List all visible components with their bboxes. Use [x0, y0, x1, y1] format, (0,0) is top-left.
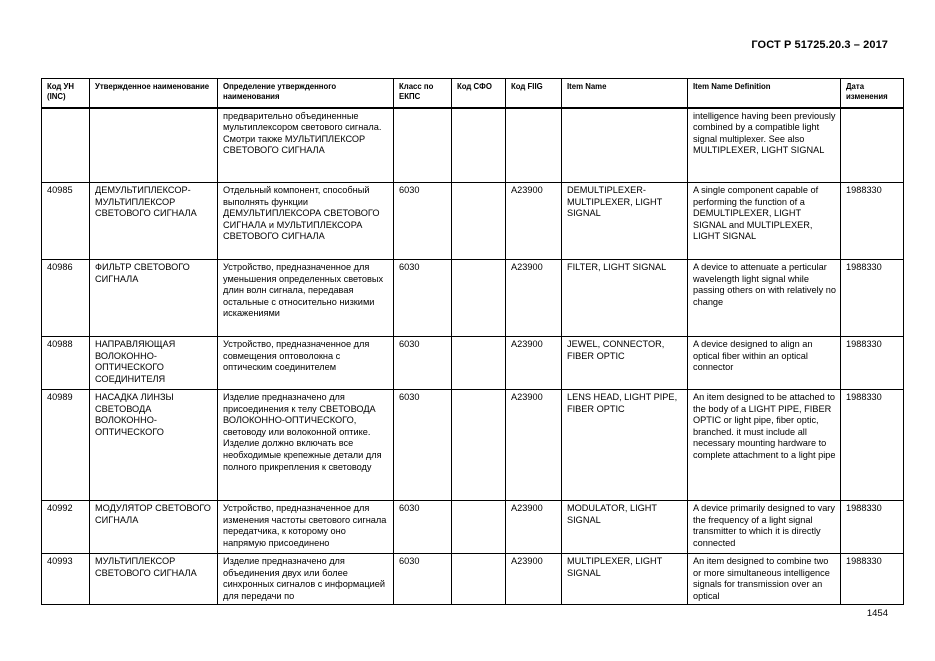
- table-row: [42, 183, 904, 260]
- cell-ekps-class: 6030: [394, 554, 452, 605]
- table-row: [42, 108, 904, 183]
- cell-approved-name: [90, 108, 218, 183]
- cell-change-date: 1988330: [841, 337, 904, 390]
- cell-approved-name: ДЕМУЛЬТИПЛЕКСОР-МУЛЬТИПЛЕКСОР СВЕТОВОГО СИГНАЛА: [90, 183, 218, 260]
- cell-sfo-code: [452, 554, 506, 605]
- cell-change-date: [841, 108, 904, 183]
- header-name-definition: Определение утвержденного наименования: [218, 79, 394, 108]
- cell-fiig-code: A23900: [506, 337, 562, 390]
- cell-fiig-code: A23900: [506, 554, 562, 605]
- cell-inc-code: 40986: [42, 260, 90, 337]
- header-sfo-code: Код СФО: [452, 79, 506, 108]
- cell-item-name: [562, 108, 688, 183]
- table-row: [42, 501, 904, 554]
- cell-name-definition: Устройство, предназначенное для совмещения оптоволокна с оптическим соединителем: [218, 337, 394, 390]
- cell-ekps-class: [394, 108, 452, 183]
- cell-item-name: MODULATOR, LIGHT SIGNAL: [562, 501, 688, 554]
- cell-name-definition: предварительно объединенные мультиплексором светового сигнала. Смотри также МУЛЬТИПЛЕКСОР СВЕТОВОГО СИГНАЛА: [218, 108, 394, 183]
- cell-change-date: 1988330: [841, 554, 904, 605]
- table-header-row: [42, 79, 904, 108]
- header-change-date: Дата изменения: [841, 79, 904, 108]
- cell-name-definition: Изделие предназначено для объединения двух или более синхронных сигналов с информацией для передачи по: [218, 554, 394, 605]
- cell-approved-name: МОДУЛЯТОР СВЕТОВОГО СИГНАЛА: [90, 501, 218, 554]
- cell-sfo-code: [452, 501, 506, 554]
- cell-ekps-class: 6030: [394, 501, 452, 554]
- page-number: 1454: [866, 608, 888, 619]
- cell-approved-name: НАПРАВЛЯЮЩАЯ ВОЛОКОННО-ОПТИЧЕСКОГО СОЕДИНИТЕЛЯ: [90, 337, 218, 390]
- cell-fiig-code: [506, 108, 562, 183]
- cell-name-definition: Изделие предназначено для присоединения к телу СВЕТОВОДА ВОЛОКОННО-ОПТИЧЕСКОГО, световоду или волоконной оптике. Изделие должно включать все необходимые крепежные детали для полного прикрепления к световоду: [218, 390, 394, 501]
- header-item-name: Item Name: [562, 79, 688, 108]
- cell-fiig-code: A23900: [506, 390, 562, 501]
- cell-fiig-code: A23900: [506, 501, 562, 554]
- cell-name-definition: Устройство, предназначенное для изменения частоты светового сигнала передатчика, к которому оно напрямую присоединено: [218, 501, 394, 554]
- cell-inc-code: 40988: [42, 337, 90, 390]
- cell-item-name-definition: A device primarily designed to vary the frequency of a light signal transmitter to which it is directly connected: [688, 501, 841, 554]
- cell-ekps-class: 6030: [394, 390, 452, 501]
- cell-item-name-definition: An item designed to be attached to the body of a LIGHT PIPE, FIBER OPTIC or light pipe, fiber optic, branched. it must include all necessary mounting hardware to complete attachment to a light pipe: [688, 390, 841, 501]
- table-row: [42, 554, 904, 605]
- cell-inc-code: 40992: [42, 501, 90, 554]
- cell-item-name-definition: A single component capable of performing the function of a DEMULTIPLEXER, LIGHT SIGNAL and MULTIPLEXER, LIGHT SIGNAL: [688, 183, 841, 260]
- table-row: [42, 390, 904, 501]
- cell-sfo-code: [452, 108, 506, 183]
- cell-sfo-code: [452, 183, 506, 260]
- table-row: [42, 260, 904, 337]
- header-approved-name: Утвержденное наименование: [90, 79, 218, 108]
- cell-name-definition: Отдельный компонент, способный выполнять функции ДЕМУЛЬТИПЛЕКСОРА СВЕТОВОГО СИГНАЛА и МУЛЬТИПЛЕКСОРА СВЕТОВОГО СИГНАЛА: [218, 183, 394, 260]
- item-name-table: [41, 78, 904, 605]
- cell-approved-name: НАСАДКА ЛИНЗЫ СВЕТОВОДА ВОЛОКОННО-ОПТИЧЕСКОГО: [90, 390, 218, 501]
- cell-sfo-code: [452, 337, 506, 390]
- standard-designation: ГОСТ Р 51725.20.3 – 2017: [751, 39, 888, 51]
- cell-item-name-definition: A device to attenuate a perticular wavelength light signal while passing others on with relatively no change: [688, 260, 841, 337]
- cell-item-name-definition: An item designed to combine two or more simultaneous intelligence signals for transmission over an optical: [688, 554, 841, 605]
- cell-inc-code: 40993: [42, 554, 90, 605]
- cell-item-name: JEWEL, CONNECTOR, FIBER OPTIC: [562, 337, 688, 390]
- cell-ekps-class: 6030: [394, 337, 452, 390]
- cell-name-definition: Устройство, предназначенное для уменьшения определенных световых длин волн сигнала, передавая остальные с относительно низкими искажениями: [218, 260, 394, 337]
- cell-ekps-class: 6030: [394, 183, 452, 260]
- header-ekps-class: Класс по ЕКПС: [394, 79, 452, 108]
- cell-item-name: FILTER, LIGHT SIGNAL: [562, 260, 688, 337]
- table-row: [42, 337, 904, 390]
- cell-approved-name: ФИЛЬТР СВЕТОВОГО СИГНАЛА: [90, 260, 218, 337]
- cell-approved-name: МУЛЬТИПЛЕКСОР СВЕТОВОГО СИГНАЛА: [90, 554, 218, 605]
- cell-item-name: MULTIPLEXER, LIGHT SIGNAL: [562, 554, 688, 605]
- header-inc-code: Код УН (INC): [42, 79, 90, 108]
- cell-change-date: 1988330: [841, 183, 904, 260]
- cell-inc-code: [42, 108, 90, 183]
- cell-inc-code: 40989: [42, 390, 90, 501]
- cell-change-date: 1988330: [841, 390, 904, 501]
- cell-item-name-definition: intelligence having been previously combined by a compatible light signal multiplexer. See also MULTIPLEXER, LIGHT SIGNAL: [688, 108, 841, 183]
- header-fiig-code: Код FIIG: [506, 79, 562, 108]
- cell-fiig-code: A23900: [506, 260, 562, 337]
- cell-sfo-code: [452, 390, 506, 501]
- cell-item-name: LENS HEAD, LIGHT PIPE, FIBER OPTIC: [562, 390, 688, 501]
- cell-fiig-code: A23900: [506, 183, 562, 260]
- cell-item-name: DEMULTIPLEXER-MULTIPLEXER, LIGHT SIGNAL: [562, 183, 688, 260]
- cell-item-name-definition: A device designed to align an optical fiber within an optical connector: [688, 337, 841, 390]
- cell-inc-code: 40985: [42, 183, 90, 260]
- cell-change-date: 1988330: [841, 260, 904, 337]
- cell-sfo-code: [452, 260, 506, 337]
- cell-ekps-class: 6030: [394, 260, 452, 337]
- cell-change-date: 1988330: [841, 501, 904, 554]
- header-item-name-definition: Item Name Definition: [688, 79, 841, 108]
